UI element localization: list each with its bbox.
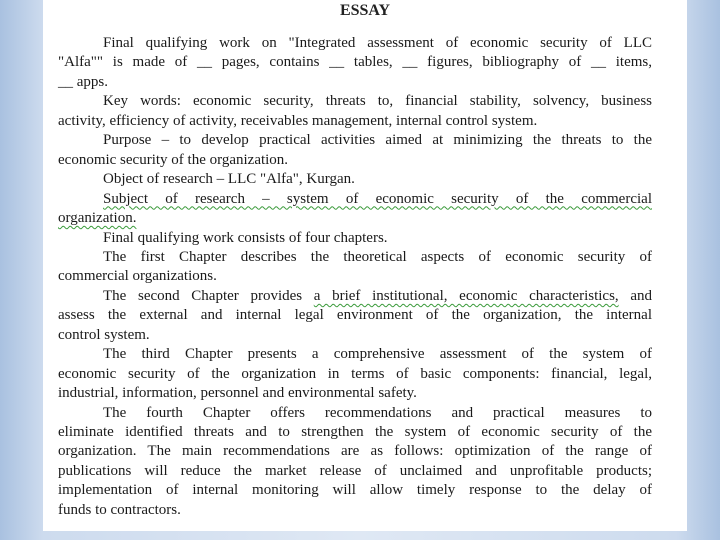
document-page: [43, 0, 687, 531]
text-line: [103, 287, 652, 305]
text-line: [103, 34, 652, 52]
text-segment: publications will reduce the market release of unclaimed and unprofitable products;: [58, 462, 652, 479]
text-line: [103, 131, 652, 149]
text-segment: Final qualifying work on "Integrated assessment of economic security of LLC: [103, 35, 652, 51]
text-segment: Final qualifying work consists of four chapters.: [103, 229, 388, 246]
text-segment: and: [618, 287, 652, 304]
text-line: [103, 248, 652, 266]
text-segment: economic security of the organization in terms of basic components: financial, legal,: [58, 365, 652, 382]
text-line: [103, 170, 652, 188]
text-line: [103, 404, 652, 422]
text-line: [58, 423, 652, 441]
spellcheck-underlined-text: organization.: [58, 210, 137, 227]
text-segment: control system.: [58, 326, 150, 343]
text-line: [58, 326, 652, 344]
text-line: [58, 442, 652, 460]
text-segment: economic security of the organization.: [58, 151, 289, 168]
text-line: [103, 345, 652, 363]
text-line: [58, 306, 652, 324]
text-segment: commercial organizations.: [58, 268, 217, 285]
text-segment: implementation of internal monitoring will allow timely response to the delay of: [58, 482, 652, 499]
text-segment: The second Chapter provides: [103, 287, 314, 304]
text-line: [58, 481, 652, 499]
text-line: [58, 384, 652, 402]
text-line: [58, 462, 652, 480]
spellcheck-underlined-text: Subject of research – system of economic security of the commercial: [103, 190, 652, 207]
text-line: [58, 112, 652, 130]
text-line: [103, 190, 652, 208]
text-line: [58, 151, 652, 169]
text-segment: __ apps.: [58, 73, 108, 90]
text-line: [58, 53, 652, 71]
text-segment: organization. The main recommendations are as follows: optimization of the range of: [58, 443, 652, 460]
text-segment: industrial, information, personnel and environmental safety.: [58, 385, 417, 402]
text-segment: Purpose – to develop practical activities aimed at minimizing the threats to the: [103, 132, 652, 149]
text-line: [58, 73, 652, 91]
text-segment: The first Chapter describes the theoretical aspects of economic security of: [103, 248, 652, 265]
text-segment: The third Chapter presents a comprehensive assessment of the system of: [103, 346, 652, 363]
essay-title: ESSAY: [339, 2, 391, 19]
text-line: [58, 501, 652, 519]
text-segment: Key words: economic security, threats to, financial stability, solvency, business: [103, 93, 652, 110]
text-line: [58, 209, 652, 227]
text-segment: funds to contractors.: [58, 501, 181, 518]
text-line: [58, 267, 652, 285]
text-line: [58, 365, 652, 383]
text-segment: activity, efficiency of activity, receivables management, internal control system.: [58, 112, 538, 129]
text-segment: assess the external and internal legal environment of the organization, the internal: [58, 307, 652, 324]
text-segment: Object of research – LLC "Alfa", Kurgan.: [103, 171, 355, 188]
text-segment: eliminate identified threats and to strengthen the system of economic security of the: [58, 424, 652, 440]
text-segment: "Alfa"" is made of __ pages, contains __ tables, __ figures, bibliography of __ items,: [58, 54, 652, 71]
text-line: [103, 92, 652, 110]
text-line: [103, 229, 652, 247]
text-segment: The fourth Chapter offers recommendations and practical measures to: [103, 404, 652, 421]
spellcheck-underlined-text: a brief institutional, economic characteristics,: [313, 287, 619, 304]
